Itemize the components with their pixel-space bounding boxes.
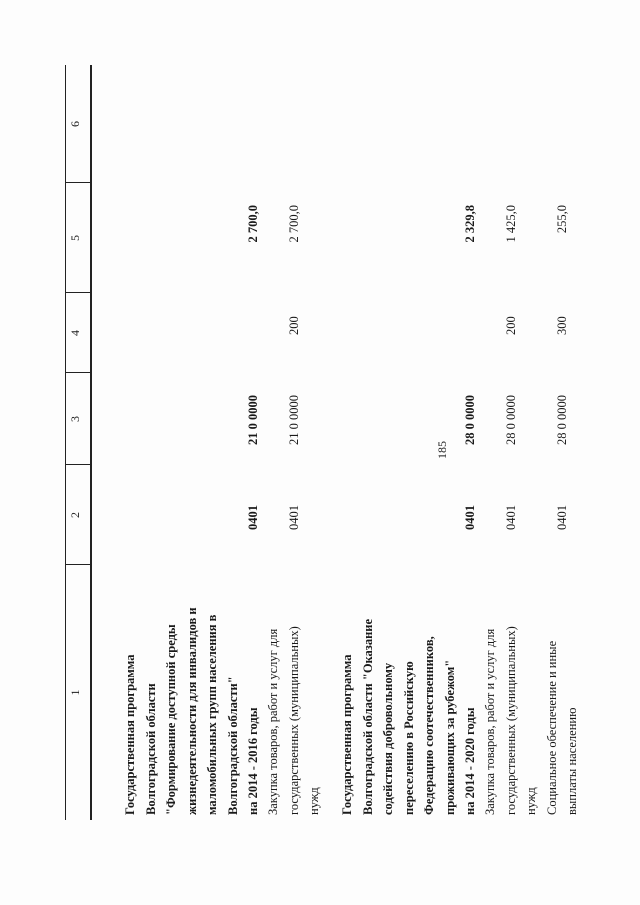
program-title-line: содействия добровольному [381, 662, 395, 815]
expense-amount: 255,0 [555, 205, 569, 234]
expense-section-code: 0401 [503, 505, 518, 530]
expense-amount: 2 700,0 [286, 205, 301, 243]
column-header-3: 3 [68, 416, 82, 422]
program-section-code: 0401 [463, 505, 477, 530]
expense-name-line: Закупка товаров, работ и услуг для [266, 628, 280, 815]
expense-name-line: выплаты населению [565, 707, 579, 815]
expense-section-code: 0401 [286, 505, 301, 530]
column-header-5: 5 [68, 235, 82, 241]
program-title-line: Государственная программа [123, 654, 137, 815]
program-amount: 2 329,8 [463, 205, 477, 243]
page-number: 185 [435, 441, 449, 459]
column-header-1: 1 [68, 689, 82, 696]
program-title-line: Волгоградской области" [225, 676, 240, 815]
program-title-line: маломобильных групп населения в [205, 614, 219, 815]
program-title-line: на 2014 - 2020 годы [463, 707, 477, 815]
expense-name-line: Социальное обеспечение и иные [544, 640, 559, 815]
expense-target-code: 28 0 0000 [555, 395, 569, 445]
expense-target-code: 21 0 0000 [286, 395, 301, 445]
expense-name-line: нужд [524, 787, 538, 815]
program-target-code: 21 0 0000 [246, 395, 260, 445]
expense-section-code: 0401 [555, 505, 569, 530]
program-title-line: Государственная программа [340, 654, 354, 815]
program-title-line: "Формирование доступной среды [164, 624, 178, 815]
column-header-4: 4 [68, 330, 82, 336]
column-header-6: 6 [68, 121, 82, 127]
program-title-line: переселению в Российскую [401, 661, 416, 815]
program-title-line: Федерацию соотечественников, [422, 636, 436, 815]
expense-type-code: 200 [503, 316, 518, 335]
program-title-line: Волгоградской области "Оказание [360, 618, 375, 815]
expense-amount: 1 425,0 [503, 205, 518, 243]
expense-name-line: Закупка товаров, работ и услуг для [483, 628, 497, 815]
expense-name-line: государственных (муниципальных) [503, 626, 518, 815]
program-title-line: на 2014 - 2016 годы [246, 707, 260, 815]
header-top-rule [65, 65, 66, 820]
expense-type-code: 300 [555, 316, 569, 335]
program-section-code: 0401 [246, 505, 260, 530]
expense-name-line: нужд [307, 787, 321, 815]
program-target-code: 28 0 0000 [463, 395, 477, 445]
program-amount: 2 700,0 [246, 205, 260, 243]
program-title-line: жизнедеятельности для инвалидов и [184, 607, 199, 815]
expense-target-code: 28 0 0000 [503, 395, 518, 445]
expense-name-line: государственных (муниципальных) [286, 626, 301, 815]
column-header-2: 2 [68, 512, 82, 518]
header-bottom-rule [90, 65, 92, 820]
program-title-line: проживающих за рубежом" [442, 659, 457, 815]
program-title-line: Волгоградской области [143, 683, 158, 815]
expense-type-code: 200 [286, 316, 301, 335]
